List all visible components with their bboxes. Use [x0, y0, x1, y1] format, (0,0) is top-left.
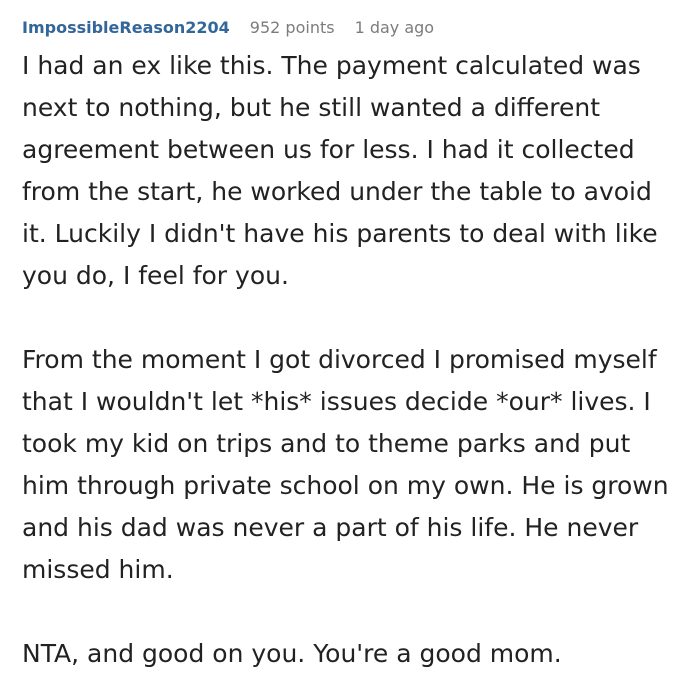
comment-username[interactable]: ImpossibleReason2204 — [22, 18, 230, 37]
comment-timestamp: 1 day ago — [354, 18, 435, 37]
comment-paragraph: From the moment I got divorced I promised myself that I wouldn't let *his* issues decide *our* lives. I took my kid on trips and to theme parks and put him through private school on my own. He is grown and his dad was never a part of his life. He never missed him. — [22, 345, 669, 584]
comment-points: 952 points — [249, 18, 335, 37]
comment-paragraph: NTA, and good on you. You're a good mom. — [22, 639, 562, 668]
comment-meta — [22, 18, 682, 44]
comment-paragraph: I had an ex like this. The payment calculated was next to nothing, but he still wanted a different agreement between us for less. I had it collected from the start, he worked under the table to avoid it. Luckily I didn't have his parents to deal with like you do, I feel for you. — [22, 51, 658, 290]
comment — [22, 18, 682, 675]
comment-body — [22, 45, 682, 675]
